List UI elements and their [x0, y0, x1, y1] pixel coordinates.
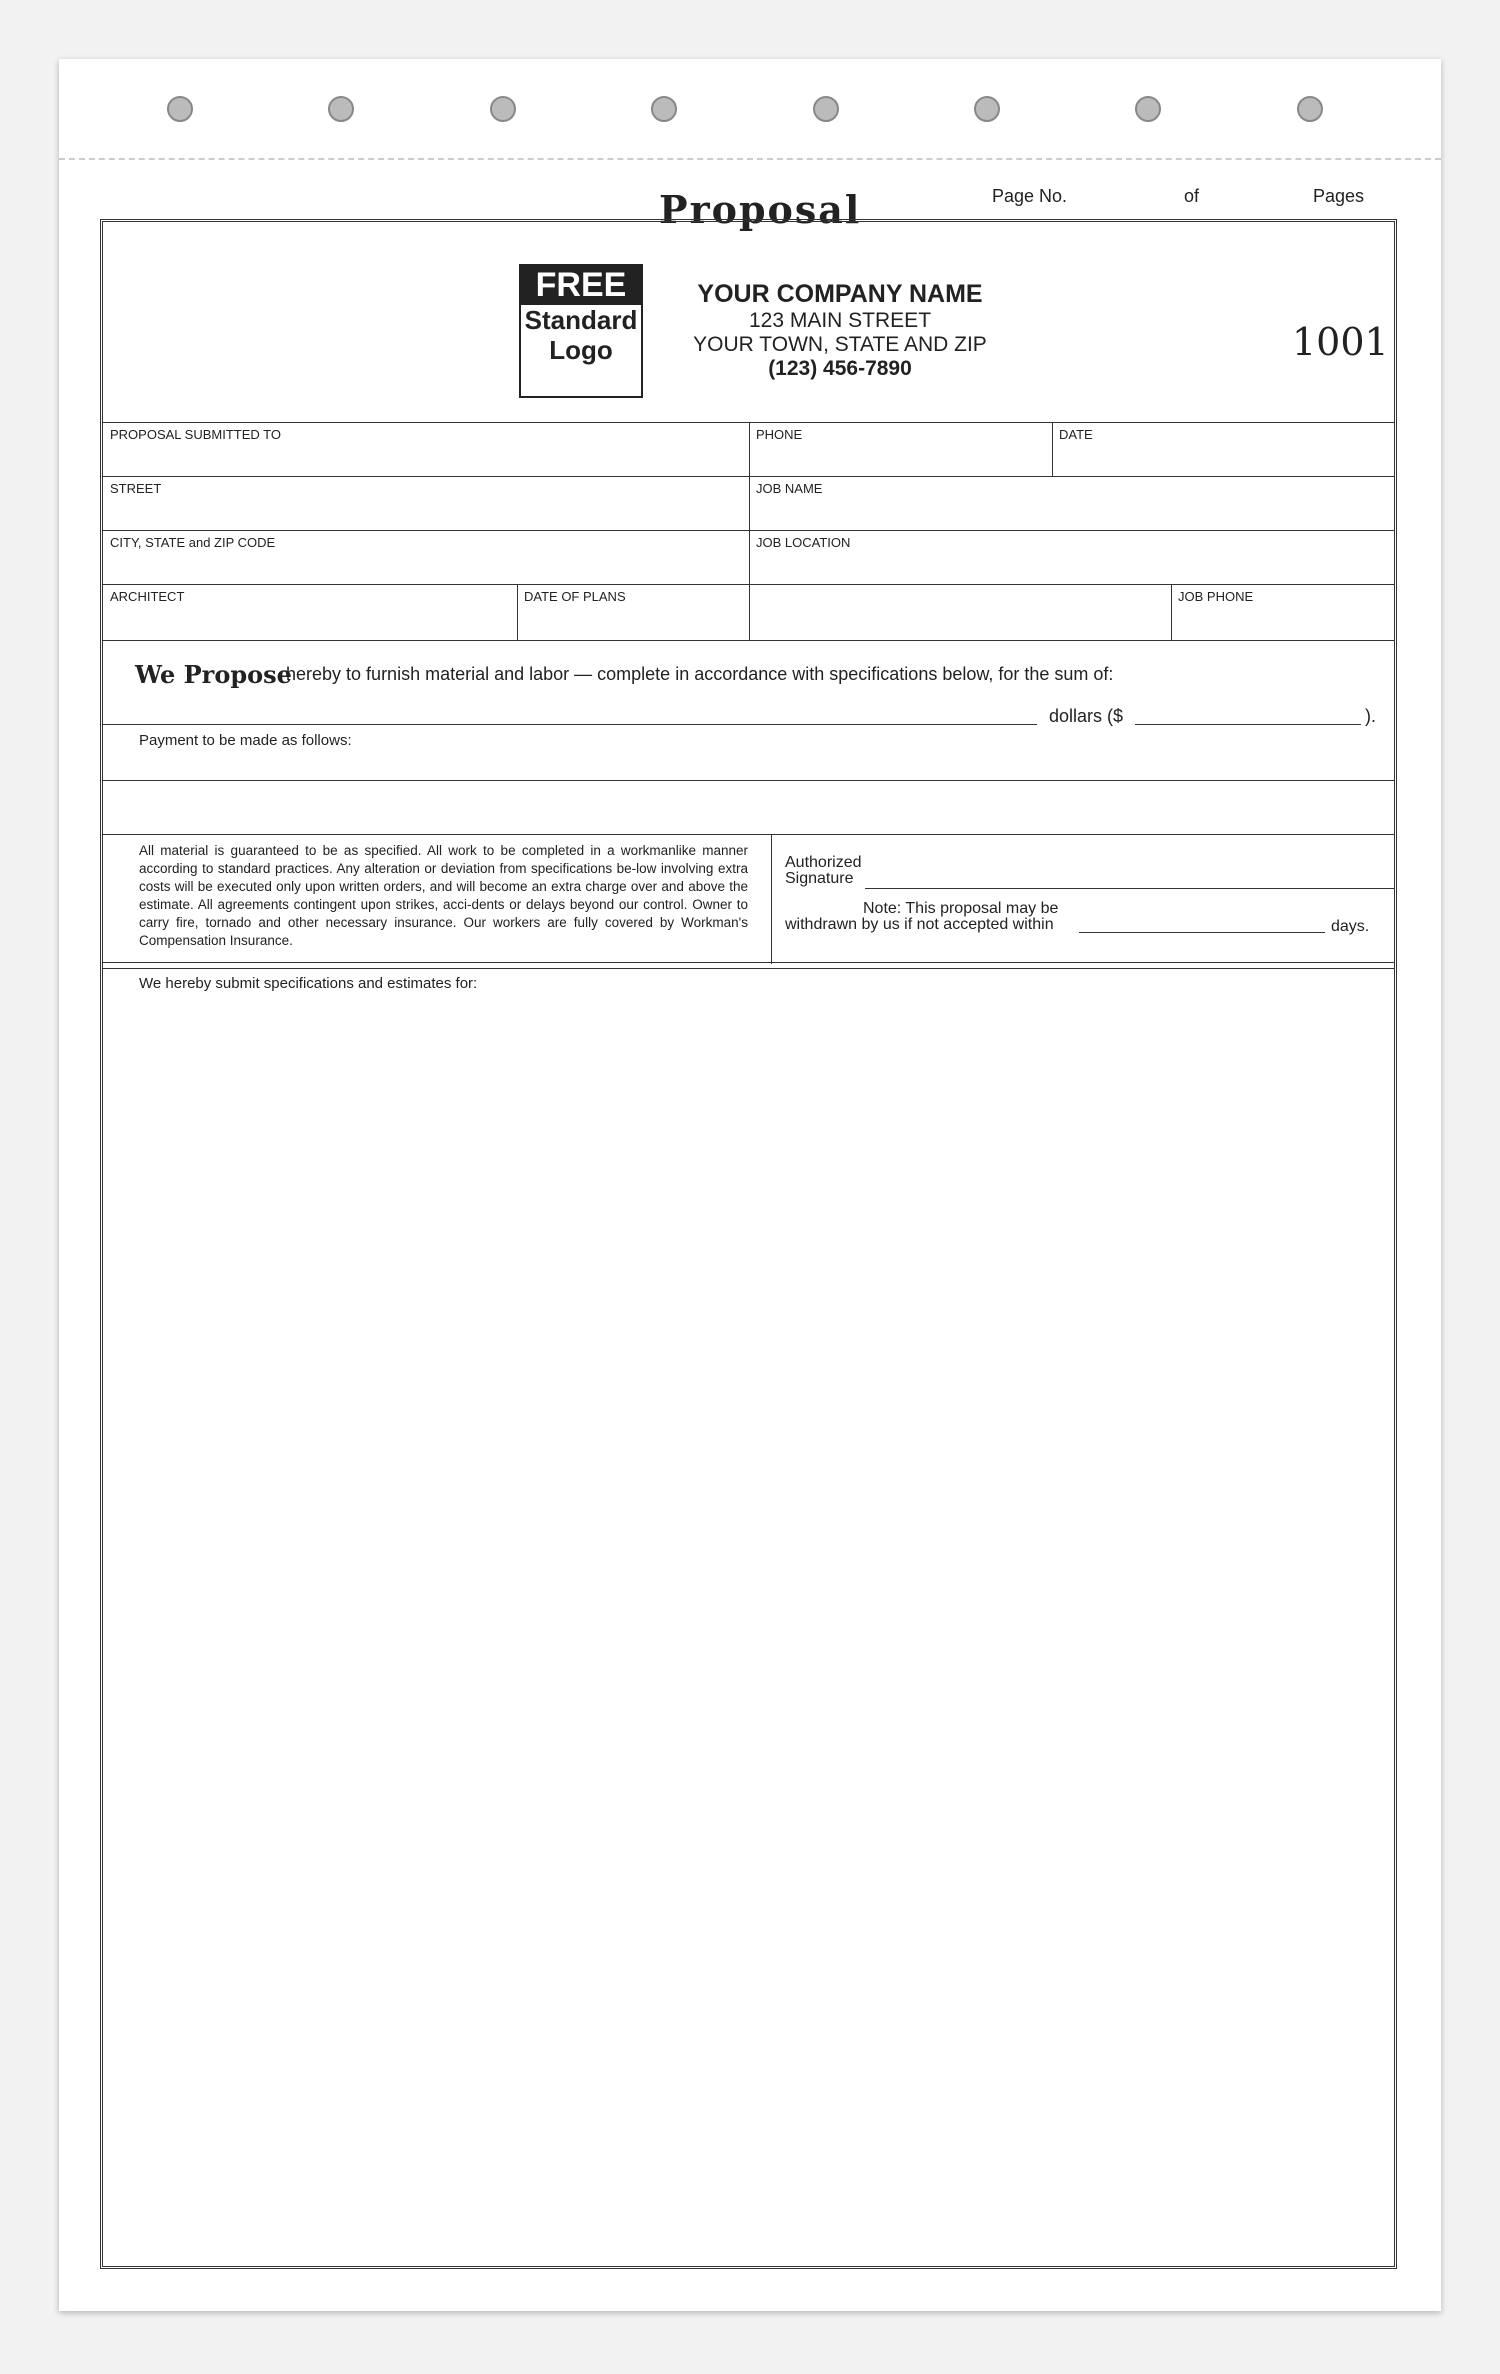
days-line[interactable] — [1079, 932, 1325, 933]
specs-label: We hereby submit specifications and estimates for: — [139, 975, 478, 992]
punch-hole — [490, 96, 516, 122]
date-of-plans-field[interactable]: DATE OF PLANS — [524, 589, 626, 604]
job-phone-field[interactable]: JOB PHONE — [1178, 589, 1254, 604]
close-paren: ). — [1365, 706, 1376, 726]
perforation — [59, 158, 1441, 160]
signature-label: Signature — [785, 870, 854, 887]
submitted-to-field[interactable]: PROPOSAL SUBMITTED TO — [110, 427, 281, 442]
company-block — [680, 280, 1000, 381]
punch-hole — [974, 96, 1000, 122]
amount-number-line[interactable] — [1135, 724, 1361, 725]
note-line-1: Note: This proposal may be — [863, 900, 1059, 917]
logo: FREE Standard Logo — [519, 264, 643, 398]
form-frame — [100, 219, 1397, 2269]
job-name-field[interactable]: JOB NAME — [756, 481, 823, 496]
city-field[interactable]: CITY, STATE and ZIP CODE — [110, 535, 276, 550]
punch-hole — [813, 96, 839, 122]
punch-hole — [651, 96, 677, 122]
pages-label: Pages — [1313, 186, 1365, 206]
propose-text: hereby to furnish material and labor — complete in accordance with specifications below, for the sum of: — [286, 664, 1114, 684]
payment-label: Payment to be made as follows: — [139, 732, 352, 749]
job-location-field[interactable]: JOB LOCATION — [756, 535, 851, 550]
form-sheet — [59, 59, 1441, 2311]
guarantee-text: All material is guaranteed to be as specified. All work to be completed in a workmanlike manner according to standard practices. Any alteration or deviation from specifications be-low involving extra costs will be executed only upon written orders, and will become an extra charge over and above the estimate. All agreements contingent upon strikes, acci-dents or delays beyond our control. Owner to carry fire, tornado and other necessary insurance. Our workers are fully covered by Workman's Compensation Insurance. — [139, 843, 748, 948]
punch-hole — [328, 96, 354, 122]
street-field[interactable]: STREET — [110, 481, 162, 496]
company-phone: (123) 456-7890 — [768, 357, 912, 380]
punch-hole — [1297, 96, 1323, 122]
company-name: YOUR COMPANY NAME — [697, 280, 983, 308]
of-label: of — [1184, 186, 1200, 206]
form-number: 1001 — [1292, 320, 1389, 364]
company-city: YOUR TOWN, STATE AND ZIP — [693, 333, 987, 356]
authorized-signature-line[interactable] — [865, 888, 1394, 889]
form-title: Proposal — [659, 187, 862, 232]
architect-field[interactable]: ARCHITECT — [110, 589, 185, 604]
days-label: days. — [1331, 918, 1370, 935]
phone-field[interactable]: PHONE — [756, 427, 803, 442]
page-no-label: Page No. — [992, 186, 1068, 206]
we-propose-heading: We Propose — [135, 660, 292, 689]
authorized-label: Authorized — [785, 854, 862, 871]
dollars-label: dollars ($ — [1049, 706, 1124, 726]
company-street: 123 MAIN STREET — [748, 309, 932, 332]
punch-hole — [1135, 96, 1161, 122]
punch-hole — [167, 96, 193, 122]
note-line-2: withdrawn by us if not accepted within — [785, 916, 1054, 933]
date-field[interactable]: DATE — [1059, 427, 1093, 442]
amount-words-line[interactable] — [103, 724, 1037, 725]
